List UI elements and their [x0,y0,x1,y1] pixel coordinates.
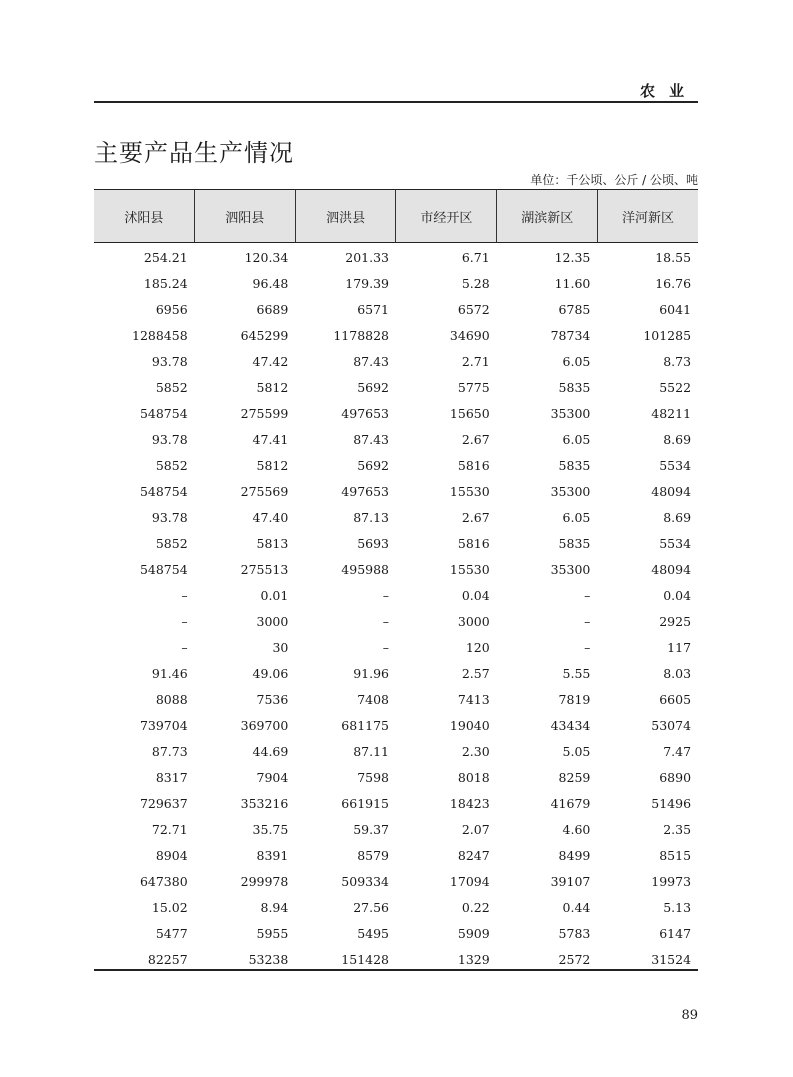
table-cell: 0.04 [663,587,692,603]
table-cell: 2.57 [461,665,490,681]
running-header: 农业 [639,82,698,100]
table-cell: 41679 [550,795,591,811]
table-cell: 6.05 [562,431,591,447]
table-row [94,322,698,348]
table-cell: 16.76 [655,275,692,291]
table-cell: 5522 [659,379,692,395]
table-cell: 6.05 [562,509,591,525]
table-cell: 5816 [457,535,490,551]
table-cell: 6.05 [562,353,591,369]
table-row [94,608,698,634]
table-cell: 5534 [659,457,692,473]
table-cell: 7536 [256,691,289,707]
table-cell: 5692 [357,379,390,395]
table-cell: 0.01 [260,587,289,603]
table-row [94,400,698,426]
table-cell: 6890 [659,769,692,785]
table-cell: 34690 [449,327,490,343]
column-header: 泗阳县 [194,190,295,242]
table-cell: 2.30 [461,743,490,759]
table-cell: 48094 [651,561,692,577]
table-cell: 87.43 [353,431,390,447]
table-cell: 2925 [659,613,692,629]
table-cell: 17094 [449,873,490,889]
table-cell: 5.55 [562,665,591,681]
table-cell: 5852 [155,457,188,473]
table-cell: – [382,587,390,603]
table-cell: 3000 [256,613,289,629]
table-cell: 31524 [651,951,692,967]
table-cell: 5.28 [461,275,490,291]
table-cell: 548754 [139,483,188,499]
table-cell: 91.96 [353,665,390,681]
table-cell: 5692 [357,457,390,473]
table-cell: 5477 [155,925,188,941]
table-cell: 5852 [155,535,188,551]
table-cell: 35.75 [252,821,289,837]
table-cell: 19973 [651,873,692,889]
column-header: 湖滨新区 [496,190,597,242]
table-cell: 35300 [550,483,591,499]
table-cell: 548754 [139,561,188,577]
table-cell: 185.24 [143,275,188,291]
table-row [94,920,698,946]
table-cell: 275569 [240,483,289,499]
table-cell: 5812 [256,379,289,395]
table-row [94,478,698,504]
table-cell: 2572 [558,951,591,967]
table-cell: 6956 [155,301,188,317]
table-row [94,842,698,868]
table-cell: 117 [667,639,692,655]
table-cell: 369700 [240,717,289,733]
table-cell: 7413 [457,691,490,707]
table-cell: 15530 [449,561,490,577]
table-cell: 87.13 [353,509,390,525]
table-cell: 101285 [643,327,692,343]
table-cell: 47.42 [252,353,289,369]
column-header: 市经开区 [395,190,496,242]
table-cell: 120 [465,639,490,655]
table-cell: 53074 [651,717,692,733]
table-cell: 15530 [449,483,490,499]
table-cell: 87.73 [151,743,188,759]
table-cell: 6147 [659,925,692,941]
table-cell: 8904 [155,847,188,863]
table-row [94,816,698,842]
table-cell: 91.46 [151,665,188,681]
table-cell: 5813 [256,535,289,551]
table-cell: 5812 [256,457,289,473]
table-cell: 87.11 [353,743,390,759]
table-cell: 661915 [341,795,390,811]
table-cell: – [181,639,188,655]
table-cell: 681175 [341,717,390,733]
table-cell: 495988 [341,561,390,577]
table-cell: 27.56 [353,899,390,915]
table-row [94,348,698,374]
table-cell: 72.71 [151,821,188,837]
table-cell: 35300 [550,561,591,577]
table-cell: 6571 [357,301,390,317]
table-row [94,426,698,452]
table-cell: 30 [272,639,289,655]
table-cell: 729637 [139,795,188,811]
table-cell: 39107 [550,873,591,889]
table-row [94,894,698,920]
table-cell: 93.78 [151,431,188,447]
table-cell: 5955 [256,925,289,941]
table-cell: 120.34 [244,249,289,265]
table-cell: 275599 [240,405,289,421]
column-header: 沭阳县 [124,210,164,226]
table-cell: – [584,587,591,603]
table-cell: 509334 [341,873,390,889]
table-cell: 8.69 [663,509,692,525]
table-cell: 59.37 [353,821,390,837]
table-cell: 82257 [147,951,188,967]
table-cell: 5.05 [562,743,591,759]
table-cell: 7819 [558,691,591,707]
table-cell: 47.41 [252,431,289,447]
table-cell: 5495 [357,925,390,941]
table-cell: 19040 [449,717,490,733]
table-cell: 8391 [256,847,289,863]
table-cell: 254.21 [143,249,188,265]
table-cell: 0.22 [461,899,490,915]
column-header: 洋河新区 [597,190,698,242]
table-cell: 275513 [240,561,289,577]
table-cell: 6572 [457,301,490,317]
table-cell: 5816 [457,457,490,473]
table-cell: 87.43 [353,353,390,369]
table-row [94,582,698,608]
table-cell: 6041 [659,301,692,317]
table-cell: 12.35 [554,249,591,265]
table-cell: 5783 [558,925,591,941]
table-cell: 645299 [240,327,289,343]
table-cell: 8317 [155,769,188,785]
table-cell: 93.78 [151,509,188,525]
table-cell: 0.04 [461,587,490,603]
table-cell: 8247 [457,847,490,863]
unit-note: 单位：千公顷、公斤 / 公顷、吨 [530,173,698,187]
table-cell: 15650 [449,405,490,421]
table-cell: 78734 [550,327,591,343]
table-cell: 6605 [659,691,692,707]
table-cell: 8.69 [663,431,692,447]
table-cell: 8259 [558,769,591,785]
table-cell: 96.48 [252,275,289,291]
table-bottom-rule [94,969,698,971]
table-cell: 5.13 [663,899,692,915]
table-cell: 5534 [659,535,692,551]
table-cell: 7.47 [663,743,692,759]
table-cell: 1178828 [333,327,390,343]
table-cell: 201.33 [345,249,390,265]
table-cell: – [181,613,188,629]
table-cell: 8018 [457,769,490,785]
table-row [94,374,698,400]
table-body [94,244,698,972]
table-cell: 5693 [357,535,390,551]
table-row [94,296,698,322]
table-cell: 47.40 [252,509,289,525]
table-cell: 5835 [558,457,591,473]
table-header [94,190,698,242]
table-cell: 5852 [155,379,188,395]
table-cell: 8499 [558,847,591,863]
table-cell: 739704 [139,717,188,733]
table-cell: 1288458 [132,327,188,343]
table-row [94,556,698,582]
table-row [94,764,698,790]
table-cell: 151428 [341,951,390,967]
table-cell: 53238 [248,951,289,967]
table-row [94,868,698,894]
table-cell: 7598 [357,769,390,785]
table-cell: 353216 [240,795,289,811]
table-cell: 548754 [139,405,188,421]
table-row [94,270,698,296]
table-cell: 1329 [457,951,490,967]
table-row [94,712,698,738]
table-row [94,660,698,686]
table-cell: 2.71 [461,353,490,369]
table-cell: 8579 [357,847,390,863]
table-header-rule [94,242,698,243]
table-cell: 2.35 [663,821,692,837]
table-row [94,244,698,270]
table-row [94,738,698,764]
table-row [94,452,698,478]
table-cell: 2.07 [461,821,490,837]
table-cell: 8088 [155,691,188,707]
table-cell: – [584,639,591,655]
table-cell: 93.78 [151,353,188,369]
table-cell: 15.02 [151,899,188,915]
table-cell: 0.44 [562,899,591,915]
table-cell: 6689 [256,301,289,317]
table-cell: 5835 [558,379,591,395]
page-title: 主要产品生产情况 [94,139,294,167]
page-number: 89 [681,1008,698,1023]
table-cell: 497653 [341,405,390,421]
table-cell: 51496 [651,795,692,811]
table-row [94,790,698,816]
table-cell: 18423 [449,795,490,811]
table-row [94,634,698,660]
table-cell: 2.67 [461,431,490,447]
table-cell: 48211 [651,405,692,421]
table-cell: – [181,587,188,603]
table-cell: 8515 [659,847,692,863]
table-cell: 7408 [357,691,390,707]
table-cell: – [584,613,591,629]
table-cell: 5775 [457,379,490,395]
table-cell: 497653 [341,483,390,499]
table-cell: 48094 [651,483,692,499]
table-cell: 44.69 [252,743,289,759]
table-cell: 3000 [457,613,490,629]
table-cell: 49.06 [252,665,289,681]
table-cell: 4.60 [562,821,591,837]
header-rule [94,101,698,103]
table-cell: 2.67 [461,509,490,525]
table-cell: 6.71 [461,249,490,265]
table-cell: 11.60 [554,275,591,291]
table-cell: 179.39 [345,275,390,291]
table-cell: 5835 [558,535,591,551]
table-cell: 35300 [550,405,591,421]
table-cell: – [382,639,390,655]
table-cell: 7904 [256,769,289,785]
table-cell: 8.03 [663,665,692,681]
table-cell: 8.73 [663,353,692,369]
table-cell: 299978 [240,873,289,889]
column-header: 泗洪县 [295,190,396,242]
table-cell: – [382,613,390,629]
table-cell: 647380 [139,873,188,889]
table-row [94,530,698,556]
table-cell: 6785 [558,301,591,317]
table-cell: 8.94 [260,899,289,915]
table-cell: 43434 [550,717,591,733]
table-row [94,686,698,712]
table-row [94,504,698,530]
table-cell: 18.55 [655,249,692,265]
table-cell: 5909 [457,925,490,941]
